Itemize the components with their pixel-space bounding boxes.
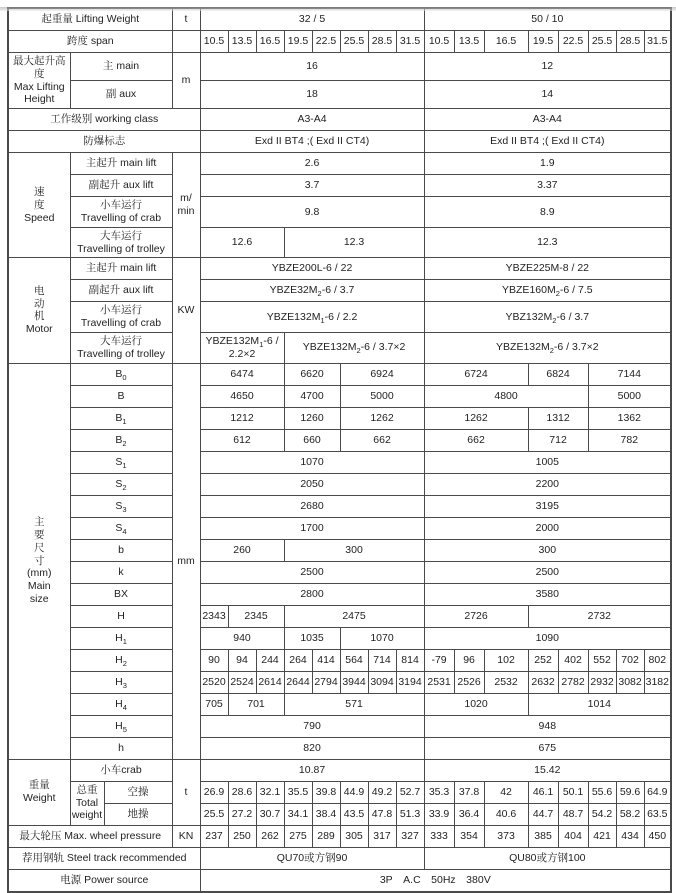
row-label: BX [70,583,172,605]
dim-bx [8,583,671,605]
value-cell: 2644 [284,671,312,693]
value-cell: 373 [484,825,528,847]
row-label: $S_2$ [70,473,172,495]
row-label: 工作级别 working class [8,109,200,131]
value-cell: 814 [396,649,424,671]
value-cell: 2000 [424,517,671,539]
row-label: $B_0$ [70,363,172,385]
value-cell: 19.5 [284,31,312,53]
wheel-pressure [8,825,671,847]
value-cell: 6474 [200,363,284,385]
steel-track [8,847,671,869]
max-height-main [8,53,671,81]
value-cell: 63.5 [644,803,671,825]
motor-aux-lift [8,280,671,302]
value-cell: 1212 [200,407,284,429]
value-cell: 385 [528,825,558,847]
value-cell: 2343 [200,605,228,627]
value-cell: 1262 [424,407,528,429]
value-cell: 3.7 [200,175,424,197]
row-label: $S_1$ [70,451,172,473]
value-cell: 2632 [528,671,558,693]
dim-s1 [8,451,671,473]
value-cell: 28.5 [616,31,644,53]
value-cell: 58.2 [616,803,644,825]
value-cell: Exd II BT4 ;( Exd II CT4) [200,131,424,153]
motor-trolley [8,332,671,363]
row-label: 电源 Power source [8,869,200,892]
value-cell: 19.5 [528,31,558,53]
value-cell: 354 [454,825,484,847]
value-cell: 94 [228,649,256,671]
value-cell: 18 [200,81,424,109]
value-cell: 402 [558,649,588,671]
value-cell: 44.9 [340,781,368,803]
value-cell: 612 [200,429,284,451]
value-cell: 2531 [424,671,454,693]
value-cell: 4700 [284,385,340,407]
value-cell: 2500 [424,561,671,583]
value-cell: 6824 [528,363,588,385]
value-cell: 2526 [454,671,484,693]
value-cell: 16 [200,53,424,81]
motor-crab [8,302,671,333]
value-cell: 705 [200,693,228,715]
value-cell: 940 [200,627,284,649]
row-label: H [70,605,172,627]
value-cell: 10.5 [200,31,228,53]
row-label: $H_3$ [70,671,172,693]
value-cell: 2524 [228,671,256,693]
value-cell: 262 [256,825,284,847]
power-source [8,869,671,892]
value-cell: YBZE200L-6 / 22 [200,258,424,280]
value-cell: 564 [340,649,368,671]
value-cell: 102 [484,649,528,671]
value-cell: 305 [340,825,368,847]
value-cell: 1070 [200,451,424,473]
value-cell: 10.5 [424,31,454,53]
value-cell: 2345 [228,605,284,627]
dim-h [8,605,671,627]
value-cell: 1.9 [424,153,671,175]
weight-total-ground-op [8,803,671,825]
value-cell: 660 [284,429,340,451]
section-label: 主 要 尺 寸 (mm) Main size [8,363,70,759]
value-cell: 289 [312,825,340,847]
value-cell: 25.5 [340,31,368,53]
value-cell: 2.6 [200,153,424,175]
value-cell: 327 [396,825,424,847]
value-cell: 26.9 [200,781,228,803]
value-cell: 1700 [200,517,424,539]
dim-h3 [8,671,671,693]
dim-b1 [8,407,671,429]
row-label: 荐用钢轨 Steel track recommended [8,847,200,869]
row-label: $S_3$ [70,495,172,517]
value-cell: 44.7 [528,803,558,825]
dim-h-lower [8,737,671,759]
value-cell: 2520 [200,671,228,693]
value-cell: 2614 [256,671,284,693]
value-cell: 552 [588,649,616,671]
value-cell: 31.5 [644,31,671,53]
max-height-aux [8,81,671,109]
dim-h2 [8,649,671,671]
value-cell: 32.1 [256,781,284,803]
value-cell: 244 [256,649,284,671]
row-label: 空操 [104,781,172,803]
value-cell: 1260 [284,407,340,429]
value-cell: 9.8 [200,197,424,228]
value-cell: 38.4 [312,803,340,825]
row-label: $H_2$ [70,649,172,671]
value-cell: 2050 [200,473,424,495]
value-cell: 1005 [424,451,671,473]
value-cell: QU80或方钢100 [424,847,671,869]
speed-trolley [8,227,671,258]
value-cell: 36.4 [454,803,484,825]
row-label: 地操 [104,803,172,825]
value-cell: 250 [228,825,256,847]
value-cell: 820 [200,737,424,759]
row-label: 跨度 span [8,31,172,53]
value-cell: 2932 [588,671,616,693]
unit-label: m [172,53,200,109]
row-label: $H_5$ [70,715,172,737]
section-label: 电 动 机 Motor [8,258,70,363]
value-cell: 49.2 [368,781,396,803]
span [8,31,671,53]
value-cell: 27.2 [228,803,256,825]
value-cell: 662 [424,429,528,451]
row-label: 防爆标志 [8,131,200,153]
value-cell: 3195 [424,495,671,517]
dim-h5 [8,715,671,737]
value-cell: 3094 [368,671,396,693]
value-cell: 2726 [424,605,528,627]
value-cell: 13.5 [228,31,256,53]
dim-s3 [8,495,671,517]
value-cell: 22.5 [312,31,340,53]
weight-crab [8,759,671,781]
value-cell: 13.5 [454,31,484,53]
value-cell: 571 [284,693,424,715]
value-cell: 3182 [644,671,671,693]
row-label: 主起升 main lift [70,153,172,175]
value-cell: 3194 [396,671,424,693]
value-cell: YBZE225M-8 / 22 [424,258,671,280]
dim-k [8,561,671,583]
value-cell: 5000 [340,385,424,407]
value-cell: 450 [644,825,671,847]
value-cell: 33.9 [424,803,454,825]
value-cell: 3944 [340,671,368,693]
dim-b0 [8,363,671,385]
value-cell: 22.5 [558,31,588,53]
row-label: B [70,385,172,407]
row-label: h [70,737,172,759]
value-cell: 96 [454,649,484,671]
value-cell: $YBZE160M_2-6 / 7.5$ [424,280,671,302]
value-cell: 802 [644,649,671,671]
value-cell: 37.8 [454,781,484,803]
value-cell: 275 [284,825,312,847]
value-cell: 2200 [424,473,671,495]
value-cell: 1362 [588,407,671,429]
value-cell: 3P A.C 50Hz 380V [200,869,671,892]
value-cell: 421 [588,825,616,847]
value-cell: 47.8 [368,803,396,825]
value-cell: 55.6 [588,781,616,803]
row-label: 总重 Total weight [70,781,104,825]
value-cell: 2500 [200,561,424,583]
value-cell: 90 [200,649,228,671]
value-cell: 2732 [528,605,671,627]
value-cell: 16.5 [256,31,284,53]
value-cell: 1020 [424,693,528,715]
value-cell: 675 [424,737,671,759]
value-cell: 252 [528,649,558,671]
value-cell: 12.3 [284,227,424,258]
value-cell: 25.5 [588,31,616,53]
value-cell: 1014 [528,693,671,715]
value-cell: 3082 [616,671,644,693]
section-label: 速 度 Speed [8,153,70,258]
value-cell: 25.5 [200,803,228,825]
row-label: 主起升 main lift [70,258,172,280]
value-cell: 30.7 [256,803,284,825]
spec-table-body [8,8,671,892]
row-label: 副起升 aux lift [70,280,172,302]
value-cell: 42 [484,781,528,803]
value-cell: 52.7 [396,781,424,803]
value-cell: A3-A4 [200,109,424,131]
explosion-proof-mark [8,131,671,153]
row-label: $S_4$ [70,517,172,539]
row-label: b [70,539,172,561]
unit-label: m/ min [172,153,200,258]
value-cell: 2680 [200,495,424,517]
value-cell: 2475 [284,605,424,627]
value-cell: 702 [616,649,644,671]
value-cell: 782 [588,429,671,451]
value-cell: 28.5 [368,31,396,53]
value-cell: 701 [228,693,284,715]
value-cell: A3-A4 [424,109,671,131]
value-cell: 404 [558,825,588,847]
value-cell: 3.37 [424,175,671,197]
working-class [8,109,671,131]
speed-crab [8,197,671,228]
value-cell: -79 [424,649,454,671]
value-cell: 35.3 [424,781,454,803]
value-cell: 714 [368,649,396,671]
speed-main-lift [8,153,671,175]
value-cell: 54.2 [588,803,616,825]
value-cell: 3580 [424,583,671,605]
section-label: 重量 Weight [8,759,70,825]
value-cell: 12.3 [424,227,671,258]
dim-h4 [8,693,671,715]
value-cell: 2794 [312,671,340,693]
unit-label: t [172,8,200,31]
unit-label: mm [172,363,200,759]
value-cell: 48.7 [558,803,588,825]
value-cell: 31.5 [396,31,424,53]
row-label: $H_1$ [70,627,172,649]
value-cell: $YBZE132M_2-6 / 3.7\times 2$ [284,332,424,363]
value-cell: 40.6 [484,803,528,825]
value-cell: 39.8 [312,781,340,803]
value-cell: 5000 [588,385,671,407]
row-label: $B_1$ [70,407,172,429]
value-cell: 35.5 [284,781,312,803]
motor-main-lift [8,258,671,280]
row-label: 副起升 aux lift [70,175,172,197]
value-cell: 4800 [424,385,588,407]
value-cell: 6924 [340,363,424,385]
value-cell: 1090 [424,627,671,649]
value-cell: $YBZE132M_1-6 / 2.2$ [200,302,424,333]
value-cell: $YBZ132M_2-6 / 3.7$ [424,302,671,333]
dim-h1 [8,627,671,649]
value-cell: 333 [424,825,454,847]
value-cell: 1262 [340,407,424,429]
value-cell: 260 [200,539,284,561]
value-cell: 414 [312,649,340,671]
unit-label [172,31,200,53]
section-label: 最大起升高度 Max Lifting Height [8,53,70,109]
row-label: $B_2$ [70,429,172,451]
weight-total-air-op [8,781,671,803]
value-cell: 32 / 5 [200,8,424,31]
value-cell: 662 [340,429,424,451]
value-cell: 64.9 [644,781,671,803]
scan-artifact-top [0,7,676,11]
row-label: 最大轮压 Max. wheel pressure [8,825,172,847]
value-cell: 300 [284,539,424,561]
value-cell: 2532 [484,671,528,693]
value-cell: 6620 [284,363,340,385]
row-label: 大车运行 Travelling of trolley [70,227,172,258]
value-cell: 1070 [340,627,424,649]
value-cell: $YBZE132M_1-6$ / 2.2×2 [200,332,284,363]
value-cell: 2782 [558,671,588,693]
value-cell: 237 [200,825,228,847]
dim-b [8,385,671,407]
value-cell: 300 [424,539,671,561]
value-cell: 46.1 [528,781,558,803]
value-cell: 1035 [284,627,340,649]
row-label: 起重量 Lifting Weight [8,8,172,31]
value-cell: 50 / 10 [424,8,671,31]
row-label: $H_4$ [70,693,172,715]
value-cell: 28.6 [228,781,256,803]
value-cell: 434 [616,825,644,847]
dim-b2 [8,429,671,451]
value-cell: 264 [284,649,312,671]
dim-b-small [8,539,671,561]
value-cell: 12.6 [200,227,284,258]
row-label: 副 aux [70,81,172,109]
value-cell: 8.9 [424,197,671,228]
row-label: 小车crab [70,759,172,781]
row-label: k [70,561,172,583]
unit-label: t [172,759,200,825]
dim-s2 [8,473,671,495]
row-label: 大车运行 Travelling of trolley [70,332,172,363]
unit-label: KN [172,825,200,847]
value-cell: 51.3 [396,803,424,825]
value-cell: 59.6 [616,781,644,803]
row-label: 主 main [70,53,172,81]
value-cell: 14 [424,81,671,109]
value-cell: 2800 [200,583,424,605]
value-cell: 12 [424,53,671,81]
value-cell: QU70或方钢90 [200,847,424,869]
value-cell: $YBZE132M_2-6 / 3.7\times 2$ [424,332,671,363]
value-cell: 790 [200,715,424,737]
value-cell: 43.5 [340,803,368,825]
row-label: 小车运行 Travelling of crab [70,197,172,228]
lifting-weight [8,8,671,31]
value-cell: 34.1 [284,803,312,825]
value-cell: 6724 [424,363,528,385]
spec-table [7,7,672,893]
value-cell: 50.1 [558,781,588,803]
value-cell: 317 [368,825,396,847]
dim-s4 [8,517,671,539]
value-cell: 16.5 [484,31,528,53]
value-cell: 948 [424,715,671,737]
value-cell: 10.87 [200,759,424,781]
value-cell: 1312 [528,407,588,429]
value-cell: 15.42 [424,759,671,781]
value-cell: 4650 [200,385,284,407]
row-label: 小车运行 Travelling of crab [70,302,172,333]
unit-label: KW [172,258,200,363]
value-cell: 7144 [588,363,671,385]
speed-aux-lift [8,175,671,197]
value-cell: $YBZE32M_2-6 / 3.7$ [200,280,424,302]
value-cell: Exd II BT4 ;( Exd II CT4) [424,131,671,153]
value-cell: 712 [528,429,588,451]
